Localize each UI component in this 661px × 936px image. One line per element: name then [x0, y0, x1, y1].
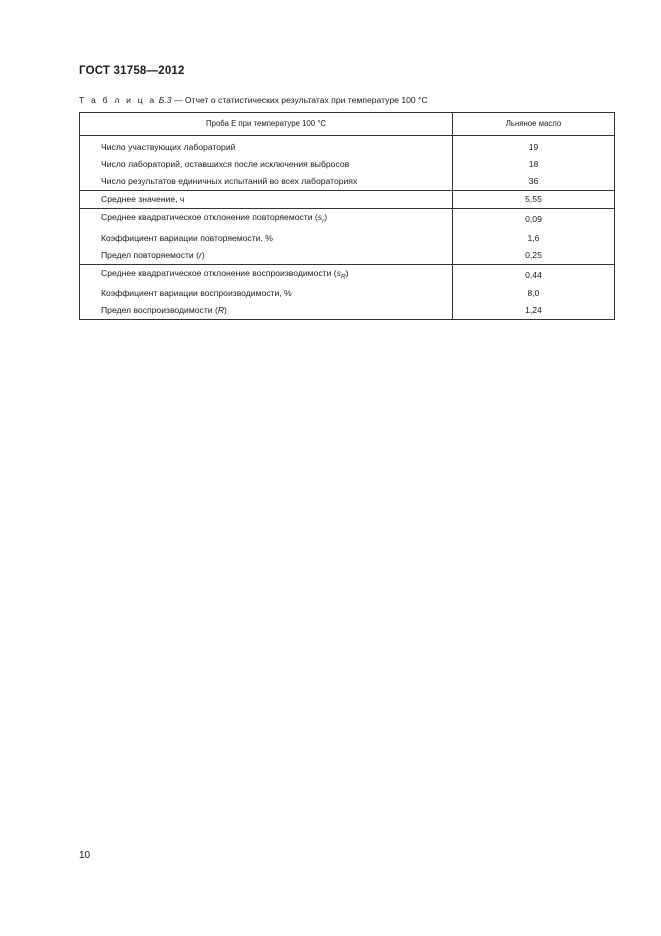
row-label: Число результатов единичных испытаний во всех лабораториях — [80, 173, 453, 191]
row-label-tail: ) — [224, 305, 227, 316]
row-label: Коэффициент вариации воспроизводимости, % — [80, 285, 453, 302]
row-label-tail: ) — [201, 249, 205, 260]
row-label-text: Среднее квадратическое отклонение повторяемости ( — [101, 212, 318, 222]
row-value: 1,24 — [453, 302, 615, 320]
row-value: 1,6 — [453, 230, 615, 247]
row-label-text: Среднее квадратическое отклонение воспроизводимости ( — [101, 267, 337, 278]
row-value: 36 — [453, 173, 615, 191]
row-label — [80, 209, 453, 230]
column-header-sample: Проба Е при температуре 100 °С — [80, 113, 453, 136]
symbol: r — [198, 249, 202, 260]
symbol-subscript: R — [340, 273, 346, 281]
table-row — [80, 302, 615, 320]
table-row — [80, 191, 615, 209]
row-label: Среднее значение, ч — [80, 191, 453, 209]
table-row — [80, 247, 615, 265]
row-label: Коэффициент вариации повторяемости, % — [80, 230, 453, 247]
caption-prefix: Т а б л и ц а — [79, 95, 157, 105]
row-label-text: Предел воспроизводимости ( — [101, 305, 218, 316]
table-row — [80, 230, 615, 247]
symbol: s — [336, 267, 341, 278]
row-label — [80, 302, 453, 320]
row-label: Число участвующих лабораторий — [80, 136, 453, 157]
row-value: 8,0 — [453, 285, 615, 302]
row-label — [80, 247, 453, 265]
table-caption — [79, 95, 428, 105]
row-label-tail: ) — [324, 212, 328, 222]
statistics-table — [79, 112, 615, 320]
row-label-tail: ) — [345, 267, 349, 278]
row-value: 0,44 — [453, 264, 615, 285]
table-row — [80, 136, 615, 157]
symbol-subscript: r — [322, 217, 325, 225]
row-label: Число лабораторий, оставшихся после исключения выбросов — [80, 156, 453, 173]
row-value: 19 — [453, 136, 615, 157]
row-value: 18 — [453, 156, 615, 173]
row-value: 5,55 — [453, 191, 615, 209]
caption-number: Б.3 — [158, 95, 172, 105]
table-row — [80, 173, 615, 191]
row-label — [80, 264, 453, 285]
caption-text: — Отчет о статистических результатах при температуре 100 °С — [173, 95, 428, 105]
table-row — [80, 264, 615, 285]
page-number: 10 — [79, 850, 91, 861]
table-row — [80, 209, 615, 230]
symbol: s — [317, 212, 323, 222]
table-header-row — [80, 113, 615, 136]
document-header: ГОСТ 31758—2012 — [79, 65, 185, 77]
row-label-text: Предел повторяемости ( — [101, 249, 199, 260]
table-row — [80, 156, 615, 173]
symbol: R — [217, 305, 225, 316]
table-row — [80, 285, 615, 302]
row-value: 0,09 — [453, 209, 615, 230]
row-value: 0,25 — [453, 247, 615, 265]
column-header-linseed-oil: Льняное масло — [453, 113, 615, 136]
